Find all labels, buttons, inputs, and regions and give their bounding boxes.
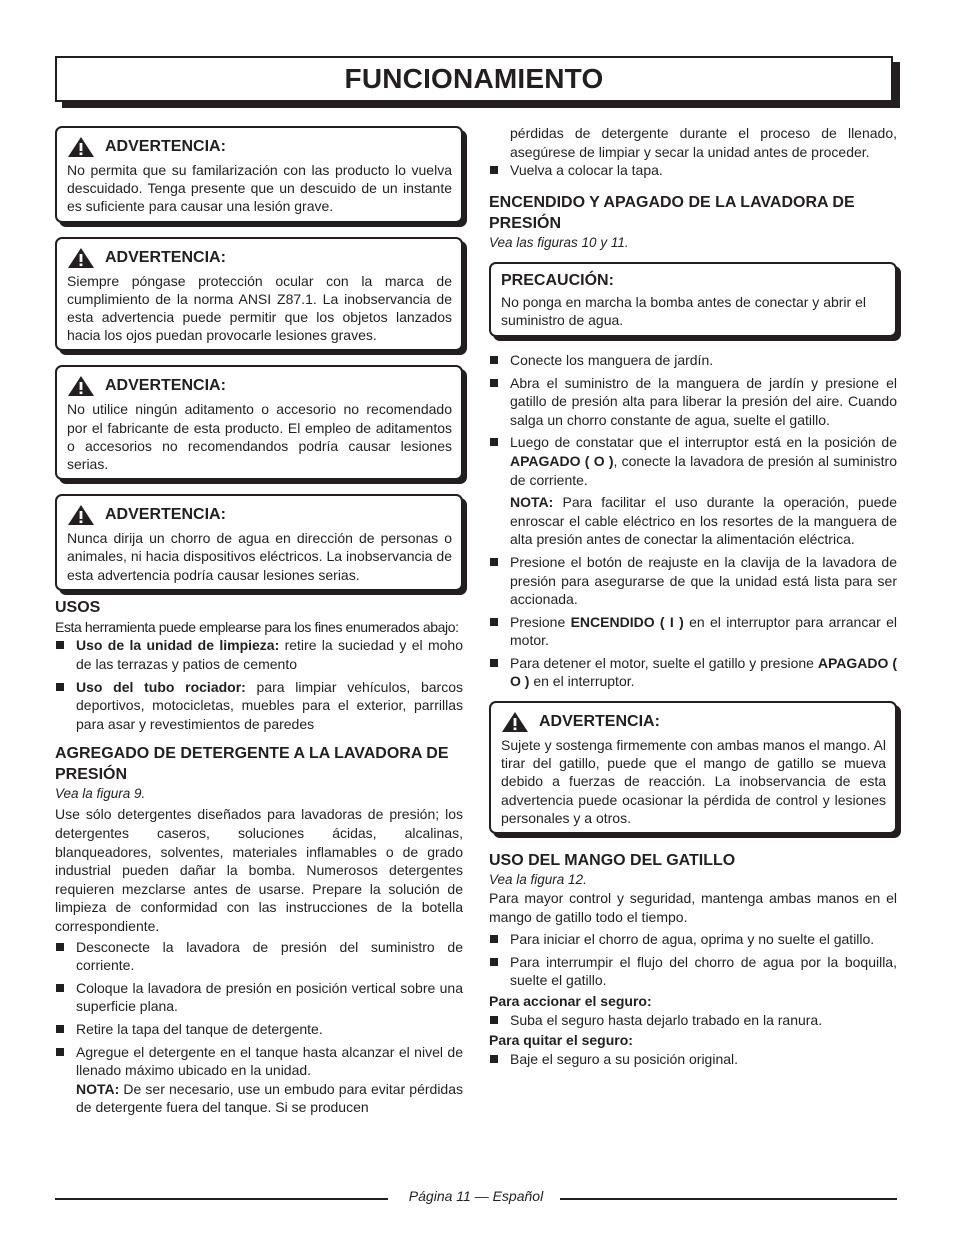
list-item: Presione el botón de reajuste en la clavija de la lavadora de presión para asegurarse de que la unidad está lista para ser accionada. (489, 553, 897, 609)
warning-box-3 (55, 365, 463, 480)
detergente-intro: Use sólo detergentes diseñados para lavadoras de presión; los detergentes caseros, soluciones ácidas, alcalinas, blanqueadores, solventes, materiales inflamables o de grado industrial pueden dañar la bomba. Numerosos detergentes requieren mezclarse antes de usarse. Prepare la solución de limpieza de conformidad con las instrucciones de la botella correspondiente. (55, 806, 463, 934)
warning-heading: ADVERTENCIA: (105, 377, 226, 395)
square-bullet-icon (56, 683, 64, 691)
square-bullet-icon (490, 1055, 498, 1063)
list-item: Baje el seguro a su posición original. (489, 1050, 897, 1069)
list-item: Abra el suministro de la manguera de jardín y presione el gatillo de presión alta para liberar la presión del aire. Cuando salga un chorro constante de agua, suelte el gatillo. (489, 374, 897, 430)
warning-heading: ADVERTENCIA: (539, 713, 660, 731)
list-item: Vuelva a colocar la tapa. (489, 161, 897, 180)
list-item: Uso de la unidad de limpieza: retire la suciedad y el moho de las terrazas y patios de cemento (55, 636, 463, 673)
right-column (489, 124, 897, 1072)
footer-rule-right (560, 1198, 897, 1200)
list-item: Luego de constatar que el interruptor está en la posición de APAGADO ( O ), conecte la lavadora de presión al suministro de corriente. NOTA: Para facilitar el uso durante la operación, puede enroscar el cable eléctrico en los resortes de la manguera de alta presión antes de conectar la alimentación eléctrica. (489, 433, 897, 549)
warning-text: Siempre póngase protección ocular con la marca de cumplimiento de la norma ANSI Z87.1. La inobservancia de esta advertencia puede permitir que los objetos lanzados hacia los ojos puedan provocarle lesiones graves. (67, 272, 452, 344)
square-bullet-icon (490, 438, 498, 446)
figure-reference: Vea las figuras 10 y 11. (489, 234, 629, 250)
square-bullet-icon (490, 558, 498, 566)
quitar-heading: Para quitar el seguro: (489, 1032, 633, 1049)
square-bullet-icon (490, 1016, 498, 1024)
square-bullet-icon (56, 1025, 64, 1033)
footer-page-number: Página 11 — Español (408, 1188, 544, 1204)
caution-box (489, 262, 897, 337)
list-item: Conecte los manguera de jardín. (489, 351, 897, 370)
page-footer (55, 1188, 897, 1208)
square-bullet-icon (56, 984, 64, 992)
mango-heading: USO DEL MANGO DEL GATILLO (489, 852, 736, 870)
page-title: FUNCIONAMIENTO (344, 63, 604, 94)
warning-heading: ADVERTENCIA: (105, 506, 226, 524)
accionar-list (489, 1011, 897, 1030)
square-bullet-icon (490, 356, 498, 364)
warning-box-1 (55, 126, 463, 223)
list-item: Para detener el motor, suelte el gatillo y presione APAGADO ( O ) en el interruptor. (489, 654, 897, 691)
figure-reference: Vea la figura 9. (55, 786, 146, 802)
list-item: Desconecte la lavadora de presión del suministro de corriente. (55, 938, 463, 975)
detergente-heading: AGREGADO DE DETERGENTE A LA LAVADORA DE PRESIÓN (55, 745, 449, 784)
warning-triangle-icon (67, 375, 95, 397)
encendido-heading: ENCENDIDO Y APAGADO DE LA LAVADORA DE PRESIÓN (489, 193, 855, 232)
usos-heading: USOS (55, 598, 101, 616)
square-bullet-icon (490, 166, 498, 174)
encendido-list (489, 351, 897, 691)
accionar-heading: Para accionar el seguro: (489, 993, 652, 1010)
quitar-list (489, 1050, 897, 1069)
warning-text: Nunca dirija un chorro de agua en dirección de personas o animales, ni hacia dispositivos eléctricos. La inobservancia de esta advertencia podría causar lesiones serias. (67, 530, 452, 583)
square-bullet-icon (490, 618, 498, 626)
warning-triangle-icon (67, 504, 95, 526)
square-bullet-icon (490, 958, 498, 966)
warning-triangle-icon (501, 711, 529, 733)
warning-box-2 (55, 237, 463, 352)
list-item: Para interrumpir el flujo del chorro de agua por la boquilla, suelte el gatillo. (489, 953, 897, 990)
list-item: Suba el seguro hasta dejarlo trabado en la ranura. (489, 1011, 897, 1030)
detergente-note: NOTA: De ser necesario, use un embudo para evitar pérdidas de detergente fuera del tanque. Si se producen (76, 1080, 463, 1116)
square-bullet-icon (56, 943, 64, 951)
usos-list (55, 636, 463, 733)
detergente-note-continued: pérdidas de detergente durante el proceso de llenado, asegúrese de limpiar y secar la unidad antes de proceder. (510, 125, 897, 160)
warning-triangle-icon (67, 247, 95, 269)
list-item: Coloque la lavadora de presión en posición vertical sobre una superficie plana. (55, 979, 463, 1016)
page-title-box (55, 56, 893, 102)
figure-reference: Vea la figura 12. (489, 872, 587, 888)
encendido-note: NOTA: Para facilitar el uso durante la operación, puede enroscar el cable eléctrico en los resortes de la manguera de alta presión antes de conectar la alimentación eléctrica. (510, 494, 897, 548)
square-bullet-icon (56, 1048, 64, 1056)
square-bullet-icon (490, 659, 498, 667)
left-column (55, 126, 463, 1117)
square-bullet-icon (56, 641, 64, 649)
detergente-list (55, 938, 463, 1080)
warning-heading: ADVERTENCIA: (105, 138, 226, 155)
warning-box-5 (489, 701, 897, 834)
caution-text: No ponga en marcha la bomba antes de conectar y abrir el suministro de agua. (501, 293, 866, 329)
mango-intro: Para mayor control y seguridad, mantenga ambas manos en el mango de gatillo todo el tiempo. (489, 890, 897, 925)
detergente-list-continued (489, 161, 897, 180)
warning-heading: ADVERTENCIA: (105, 248, 226, 266)
warning-box-4 (55, 494, 463, 591)
list-item: Para iniciar el chorro de agua, oprima y no suelte el gatillo. (489, 930, 897, 949)
list-item: Agregue el detergente en el tanque hasta alcanzar el nivel de llenado máximo ubicado en la unidad. (55, 1043, 463, 1080)
square-bullet-icon (490, 379, 498, 387)
list-item: Presione ENCENDIDO ( I ) en el interruptor para arrancar el motor. (489, 613, 897, 650)
list-item: Retire la tapa del tanque de detergente. (55, 1020, 463, 1039)
warning-text: No utilice ningún aditamento o accesorio no recomendado por el fabricante de esta producto. El empleo de aditamentos o accesorios no recomendandos podría causar lesiones serias. (67, 401, 452, 473)
usos-intro: Esta herramienta puede emplearse para los fines enumerados abajo: (55, 618, 459, 635)
warning-text: No permita que su familarización con las producto lo vuelva descuidado. Tenga presente que un descuido de un instante es suficiente para causar una lesión grave. (67, 162, 452, 215)
warning-text: Sujete y sostenga firmemente con ambas manos el mango. Al tirar del gatillo, puede que el mango de gatillo se mueva debido a fuerzas de reacción. La inobservancia de esta advertencia puede ocasionar la pérdida de control y lesiones personales y a otros. (501, 737, 886, 826)
mango-list (489, 930, 897, 990)
list-item: Uso del tubo rociador: para limpiar vehículos, barcos deportivos, motocicletas, muebles para el exterior, parrillas para asar y revestimientos de paredes (55, 678, 463, 734)
warning-triangle-icon (67, 136, 95, 158)
square-bullet-icon (490, 935, 498, 943)
caution-heading: PRECAUCIÓN: (501, 271, 614, 289)
